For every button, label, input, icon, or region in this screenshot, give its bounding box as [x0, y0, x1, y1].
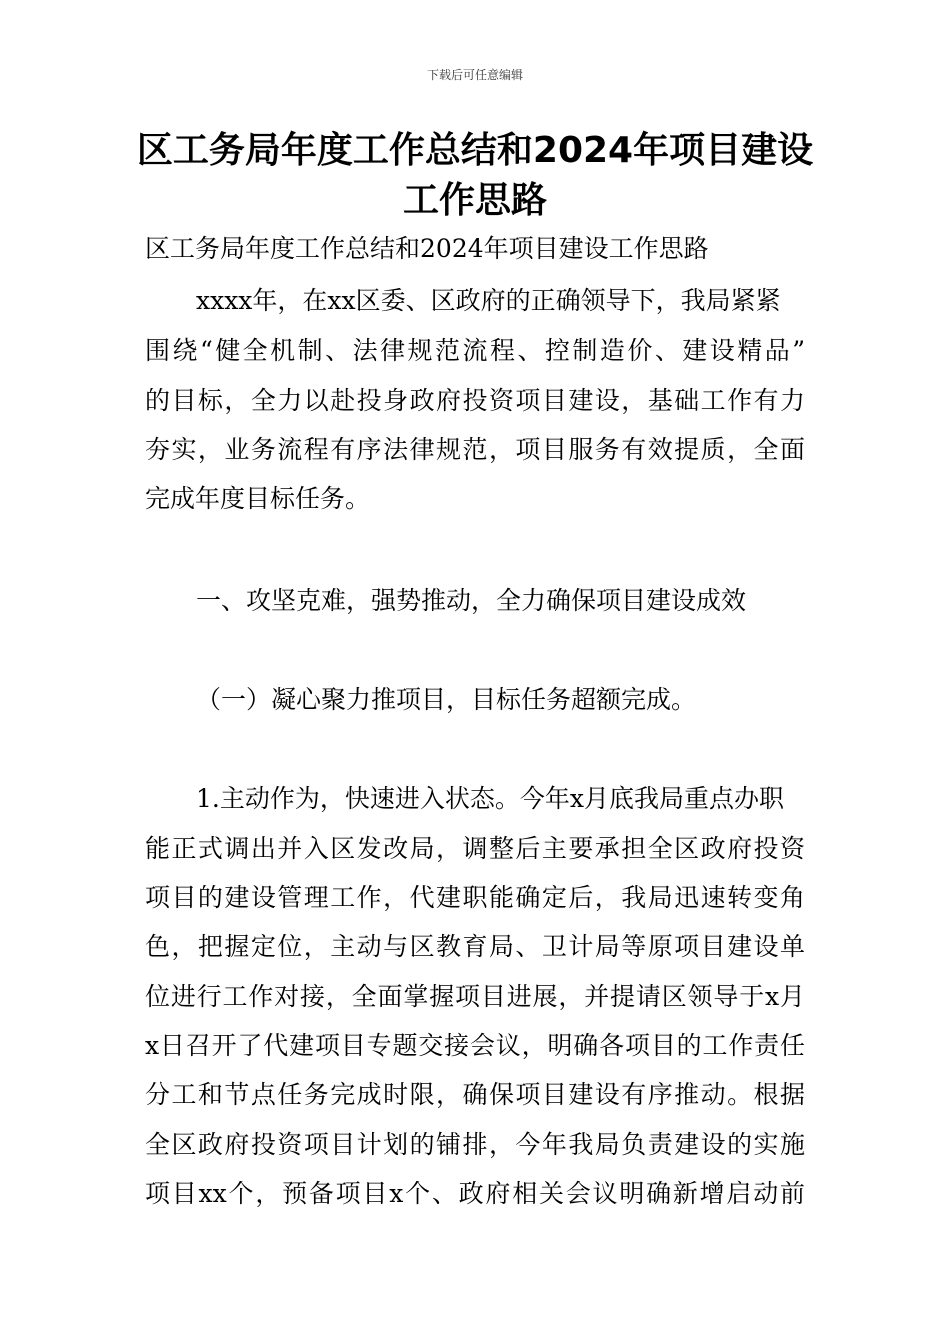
intro-line: 完成年度目标任务。 — [145, 484, 371, 513]
page-header-note: 下载后可任意编辑 — [426, 68, 523, 82]
section-heading: 一、攻坚克难，强势推动，全力确保项目建设成效 — [196, 586, 747, 615]
subsection-heading: （一）凝心聚力推项目，目标任务超额完成。 — [196, 685, 697, 714]
item-1-line: x日召开了代建项目专题交接会议，明确各项目的工作责任 — [145, 1031, 805, 1060]
intro-line: 夯实，业务流程有序法律规范，项目服务有效提质，全面 — [145, 435, 805, 464]
item-1-line: 分工和节点任务完成时限，确保项目建设有序推动。根据 — [145, 1080, 805, 1109]
item-1-line: 位进行工作对接，全面掌握项目进展，并提请区领导于x月 — [145, 982, 805, 1011]
document-title-line-1: 区工务局年度工作总结和2024年项目建设 — [136, 130, 814, 171]
document-title — [120, 126, 830, 226]
item-1-line: 项目xx个，预备项目x个、政府相关会议明确新增启动前 — [145, 1179, 805, 1208]
item-1-line: 项目的建设管理工作，代建职能确定后，我局迅速转变角 — [145, 883, 805, 912]
intro-line: 围绕“健全机制、法律规范流程、控制造价、建设精品” — [145, 336, 805, 365]
item-1-line: 1.主动作为，快速进入状态。今年x月底我局重点办职 — [196, 784, 784, 813]
item-1-line: 色，把握定位，主动与区教育局、卫计局等原项目建设单 — [145, 932, 805, 961]
document-subtitle: 区工务局年度工作总结和2024年项目建设工作思路 — [145, 234, 709, 263]
intro-line: xxxx年，在xx区委、区政府的正确领导下，我局紧紧 — [196, 286, 781, 315]
item-1-line: 全区政府投资项目计划的铺排，今年我局负责建设的实施 — [145, 1130, 805, 1159]
intro-line: 的目标，全力以赴投身政府投资项目建设，基础工作有力 — [145, 386, 805, 415]
document-title-line-2: 工作思路 — [402, 180, 547, 221]
item-1-line: 能正式调出并入区发改局，调整后主要承担全区政府投资 — [145, 834, 805, 863]
